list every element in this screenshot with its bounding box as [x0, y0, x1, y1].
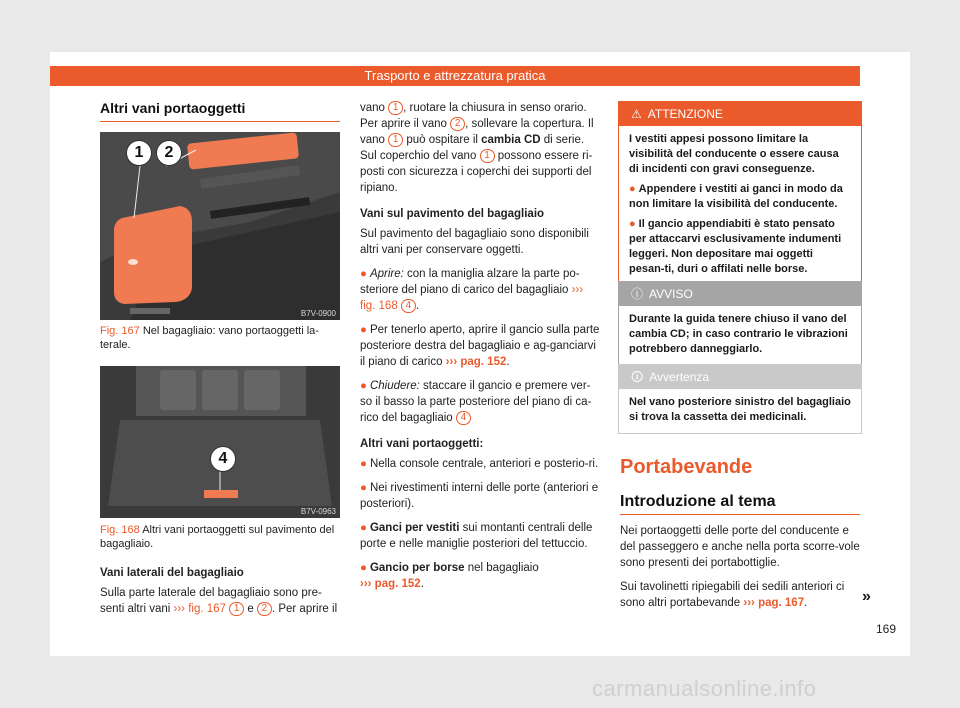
bullet-icon: ● [629, 218, 636, 230]
figure-168-caption [100, 523, 340, 551]
bullet-item [360, 322, 600, 370]
figure-168-illustration [100, 366, 340, 518]
warning-item [629, 217, 851, 277]
ref-number: 1 [480, 149, 495, 163]
warning-item [629, 182, 851, 212]
text: . [804, 597, 808, 609]
page-number: 169 [876, 622, 897, 636]
ref-number: 2 [257, 602, 272, 616]
page-reference-link[interactable]: ››› pag. 152 [445, 356, 507, 368]
figure-168 [100, 366, 340, 518]
bullet-item [360, 520, 600, 552]
page-header: Trasporto e attrezzatura pratica [50, 66, 860, 86]
warning-title: ATTENZIONE [647, 107, 723, 121]
text: Appendere i vestiti ai ganci in modo da non limitare la visibilità del conducente. [629, 183, 843, 210]
text: possono essere ri-posti con sicurezza i coperchi dei supporti del ripiano. [360, 150, 593, 194]
bullet-icon: ● [629, 183, 636, 195]
ref-number: 1 [229, 602, 244, 616]
bullet-icon: ● [360, 380, 367, 392]
text: . [415, 300, 420, 312]
figure-label: Fig. 167 [100, 325, 140, 337]
ref-number: 4 [401, 299, 416, 313]
paragraph: Nei portaoggetti delle porte del conducente e del passeggero e anche nella porta scorre-vole sono presenti dei portabottiglie. [620, 525, 860, 569]
paragraph [100, 585, 344, 617]
section-rule [100, 121, 340, 122]
text: può ospitare il [403, 134, 482, 146]
bullet-icon: ● [360, 562, 367, 574]
warning-intro: I vestiti appesi possono limitare la visibilità del conducente o essere causa di incidenti con gravi conseguenze. [629, 133, 839, 175]
text: , sollevare la copertura. Il vano [360, 118, 594, 146]
paragraph [360, 100, 600, 196]
callout-4: 4 [210, 446, 236, 472]
warning-icon: ⚠ [631, 107, 642, 121]
text: vano [360, 102, 389, 114]
callout-2: 2 [156, 140, 182, 166]
bullet-item [360, 266, 600, 314]
bullet-item [360, 560, 600, 592]
text: e [244, 603, 257, 615]
text: Il gancio appendiabiti è stato pensato per attaccarvi esclusivamente indumenti leggeri. Non depositare mai oggetti pesan-ti, duri o affilati nelle borse. [629, 218, 842, 275]
left-text [100, 565, 344, 617]
notice-body: Durante la guida tenere chiuso il vano del cambia CD; in caso contrario le vibrazioni potrebbero danneggiarlo. [629, 313, 848, 355]
figure-167-caption [100, 324, 340, 352]
figure-code: B7V-0963 [300, 507, 336, 516]
info-square-icon: 🛈 [631, 370, 644, 384]
tip-body: Nel vano posteriore sinistro del bagagliaio si trova la cassetta dei medicinali. [629, 396, 851, 423]
italic-text: Aprire: [369, 268, 404, 280]
tip-title: Avvertenza [649, 370, 710, 384]
sub-heading: Vani laterali del bagagliaio [100, 567, 244, 579]
bullet-item [360, 378, 600, 426]
notice-title: AVVISO [649, 287, 693, 301]
page-reference-link[interactable]: ››› pag. 167 [743, 597, 805, 609]
subsection-heading: Introduzione al tema [620, 493, 776, 510]
text: . Per aprire il [271, 603, 338, 615]
middle-text [360, 100, 600, 600]
text: Sui tavolinetti ripiegabili dei sedili anteriori ci sono altri portabevande [620, 581, 845, 609]
page-reference-link[interactable]: ››› pag. 152 [360, 578, 421, 590]
bullet-item [360, 456, 600, 472]
text: con la maniglia alzare la parte po-steriore del piano di carico del bagagliaio [360, 268, 580, 296]
tip-box [618, 364, 862, 434]
sub-heading: Altri vani portaoggetti: [360, 438, 484, 450]
bullet-icon: ● [360, 268, 367, 280]
bullet-icon: ● [360, 522, 367, 534]
text: nel bagagliaio [464, 562, 539, 574]
ref-number: 2 [450, 117, 465, 131]
text: staccare il gancio e premere ver-so il basso la parte posteriore del piano di ca-rico del bagagliaio [360, 380, 592, 424]
caption-text: Nel bagagliaio: vano portaoggetti la-terale. [100, 325, 319, 351]
text: , ruotare la chiusura in senso orario. Per aprire il vano [360, 102, 587, 130]
continue-mark: » [862, 588, 871, 605]
warning-box [618, 101, 862, 291]
bold-text: cambia CD [481, 134, 541, 146]
text: Nella console centrale, anteriori e posterio-ri. [369, 458, 599, 470]
figure-label: Fig. 168 [100, 524, 140, 536]
right-text [620, 523, 860, 619]
subsection-rule [620, 514, 860, 515]
text: . [506, 356, 510, 368]
fig-reference-link[interactable]: ››› fig. 168 [360, 284, 584, 312]
callout-1: 1 [126, 140, 152, 166]
bold-text: Ganci per vestiti [369, 522, 460, 534]
bullet-icon: ● [360, 482, 367, 494]
paragraph: Sul pavimento del bagagliaio sono disponibili altri vani per conservare oggetti. [360, 228, 589, 256]
section-heading-portabevande: Portabevande [620, 456, 753, 478]
watermark: carmanualsonline.info [592, 676, 817, 701]
figure-167 [100, 132, 340, 320]
sub-heading: Vani sul pavimento del bagagliaio [360, 208, 545, 220]
bold-text: Gancio per borse [369, 562, 465, 574]
ref-number: 4 [456, 411, 471, 425]
notice-header [619, 282, 861, 306]
text: di serie. Sul coperchio del vano [360, 134, 585, 162]
notice-box [618, 281, 862, 366]
bullet-icon: ● [360, 458, 367, 470]
ref-number: 1 [388, 133, 403, 147]
section-title: Altri vani portaoggetti [100, 100, 246, 116]
text: sui montanti centrali delle porte e nelle maniglie posteriori del tettuccio. [360, 522, 593, 550]
fig-reference-link[interactable]: ››› fig. 167 [173, 603, 226, 615]
text: Nei rivestimenti interni delle porte (anteriori e posteriori). [360, 482, 599, 510]
figure-code: B7V-0900 [300, 309, 336, 318]
bullet-item [360, 480, 600, 512]
text: . [420, 578, 424, 590]
info-circle-icon: ⓘ [631, 287, 644, 301]
tip-header [619, 365, 861, 389]
caption-text: Altri vani portaoggetti sul pavimento del bagagliaio. [100, 524, 335, 550]
warning-header [619, 102, 861, 126]
text: Sulla parte laterale del bagagliaio sono pre-senti altri vani [100, 587, 322, 615]
warning-body [619, 126, 861, 290]
paragraph [620, 579, 860, 611]
bullet-icon: ● [360, 324, 367, 336]
text: Per tenerlo aperto, aprire il gancio sulla parte posteriore destra del bagagliaio e ag-ganciarvi il piano di carico [360, 324, 600, 368]
ref-number: 1 [388, 101, 403, 115]
italic-text: Chiudere: [369, 380, 420, 392]
